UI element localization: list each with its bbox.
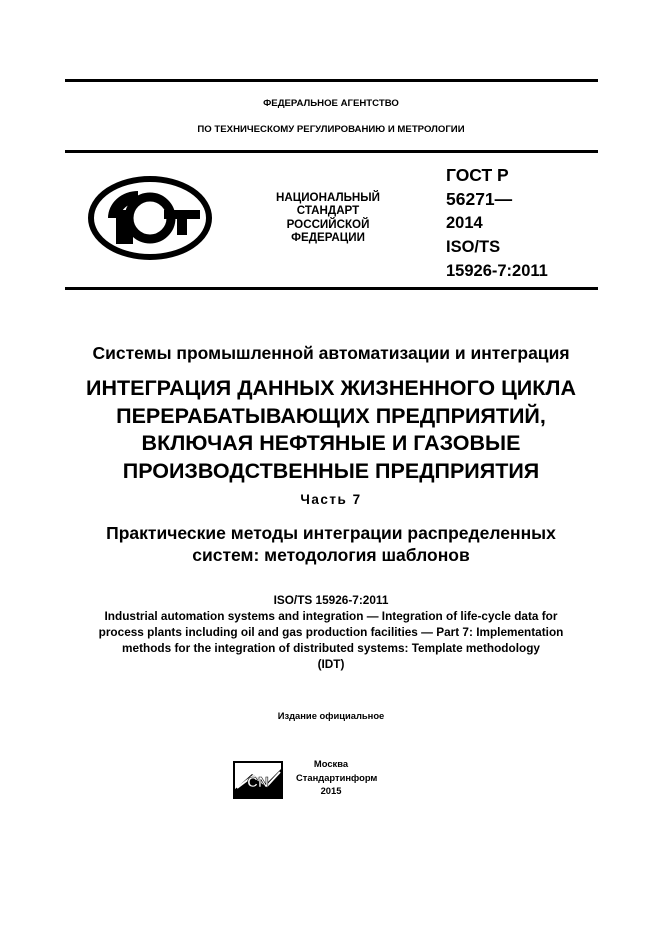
rst-logo-icon	[88, 176, 212, 260]
edition-label: Издание официальное	[277, 710, 385, 721]
top-rule	[65, 79, 598, 82]
standartinform-logo-icon	[232, 760, 284, 800]
agency-line-2: ПО ТЕХНИЧЕСКОМУ РЕГУЛИРОВАНИЮ И МЕТРОЛОГИИ	[197, 124, 465, 135]
designation-line-2: 56271—	[446, 189, 513, 209]
part-title	[0, 522, 662, 566]
main-title-line-2: ПЕРЕРАБАТЫВАЮЩИХ ПРЕДПРИЯТИЙ,	[116, 403, 546, 428]
national-line-2: СТАНДАРТ	[296, 204, 360, 218]
part-title-line-2: систем: методология шаблонов	[192, 545, 470, 565]
intl-line-2: Industrial automation systems and integration — Integration of life-cycle data for	[104, 609, 558, 623]
subtitle: Системы промышленной автоматизации и интеграция	[92, 343, 570, 363]
national-line-1: НАЦИОНАЛЬНЫЙ	[276, 191, 380, 204]
national-standard-label	[258, 191, 398, 244]
intl-line-3: process plants including oil and gas production facilities — Part 7: Implementation	[98, 625, 564, 639]
publisher-block	[296, 757, 378, 798]
agency-line-1: ФЕДЕРАЛЬНОЕ АГЕНТСТВО	[263, 98, 399, 109]
header-rule	[65, 150, 598, 153]
main-title-line-3: ВКЛЮЧАЯ НЕФТЯНЫЕ И ГАЗОВЫЕ	[141, 431, 521, 455]
main-title	[0, 375, 662, 485]
main-title-line-4: ПРОИЗВОДСТВЕННЫЕ ПРЕДПРИЯТИЯ	[122, 458, 540, 483]
intl-line-5: (IDT)	[317, 657, 345, 671]
designation-line-4: ISO/TS	[446, 238, 501, 256]
main-title-line-1: ИНТЕГРАЦИЯ ДАННЫХ ЖИЗНЕННОГО ЦИКЛА	[86, 376, 576, 400]
block-rule	[65, 287, 598, 290]
publication-year: 2015	[320, 785, 342, 796]
intl-line-4: methods for the integration of distributed systems: Template methodology	[122, 641, 540, 655]
part-number: Часть 7	[300, 492, 362, 507]
international-reference	[0, 592, 662, 672]
national-line-3: РОССИЙСКОЙ	[286, 217, 370, 231]
national-line-4: ФЕДЕРАЦИИ	[291, 230, 365, 244]
designation-line-1: ГОСТ Р	[446, 165, 509, 185]
designation-line-3: 2014	[446, 214, 483, 232]
publisher-name: Стандартинформ	[296, 771, 378, 783]
standard-designation	[446, 163, 548, 283]
designation-line-5: 15926-7:2011	[446, 262, 548, 280]
part-title-line-1: Практические методы интеграции распределенных	[106, 523, 556, 543]
intl-line-1: ISO/TS 15926-7:2011	[273, 593, 389, 607]
svg-text:CN: CN	[247, 774, 269, 791]
publisher-city: Москва	[313, 758, 349, 769]
